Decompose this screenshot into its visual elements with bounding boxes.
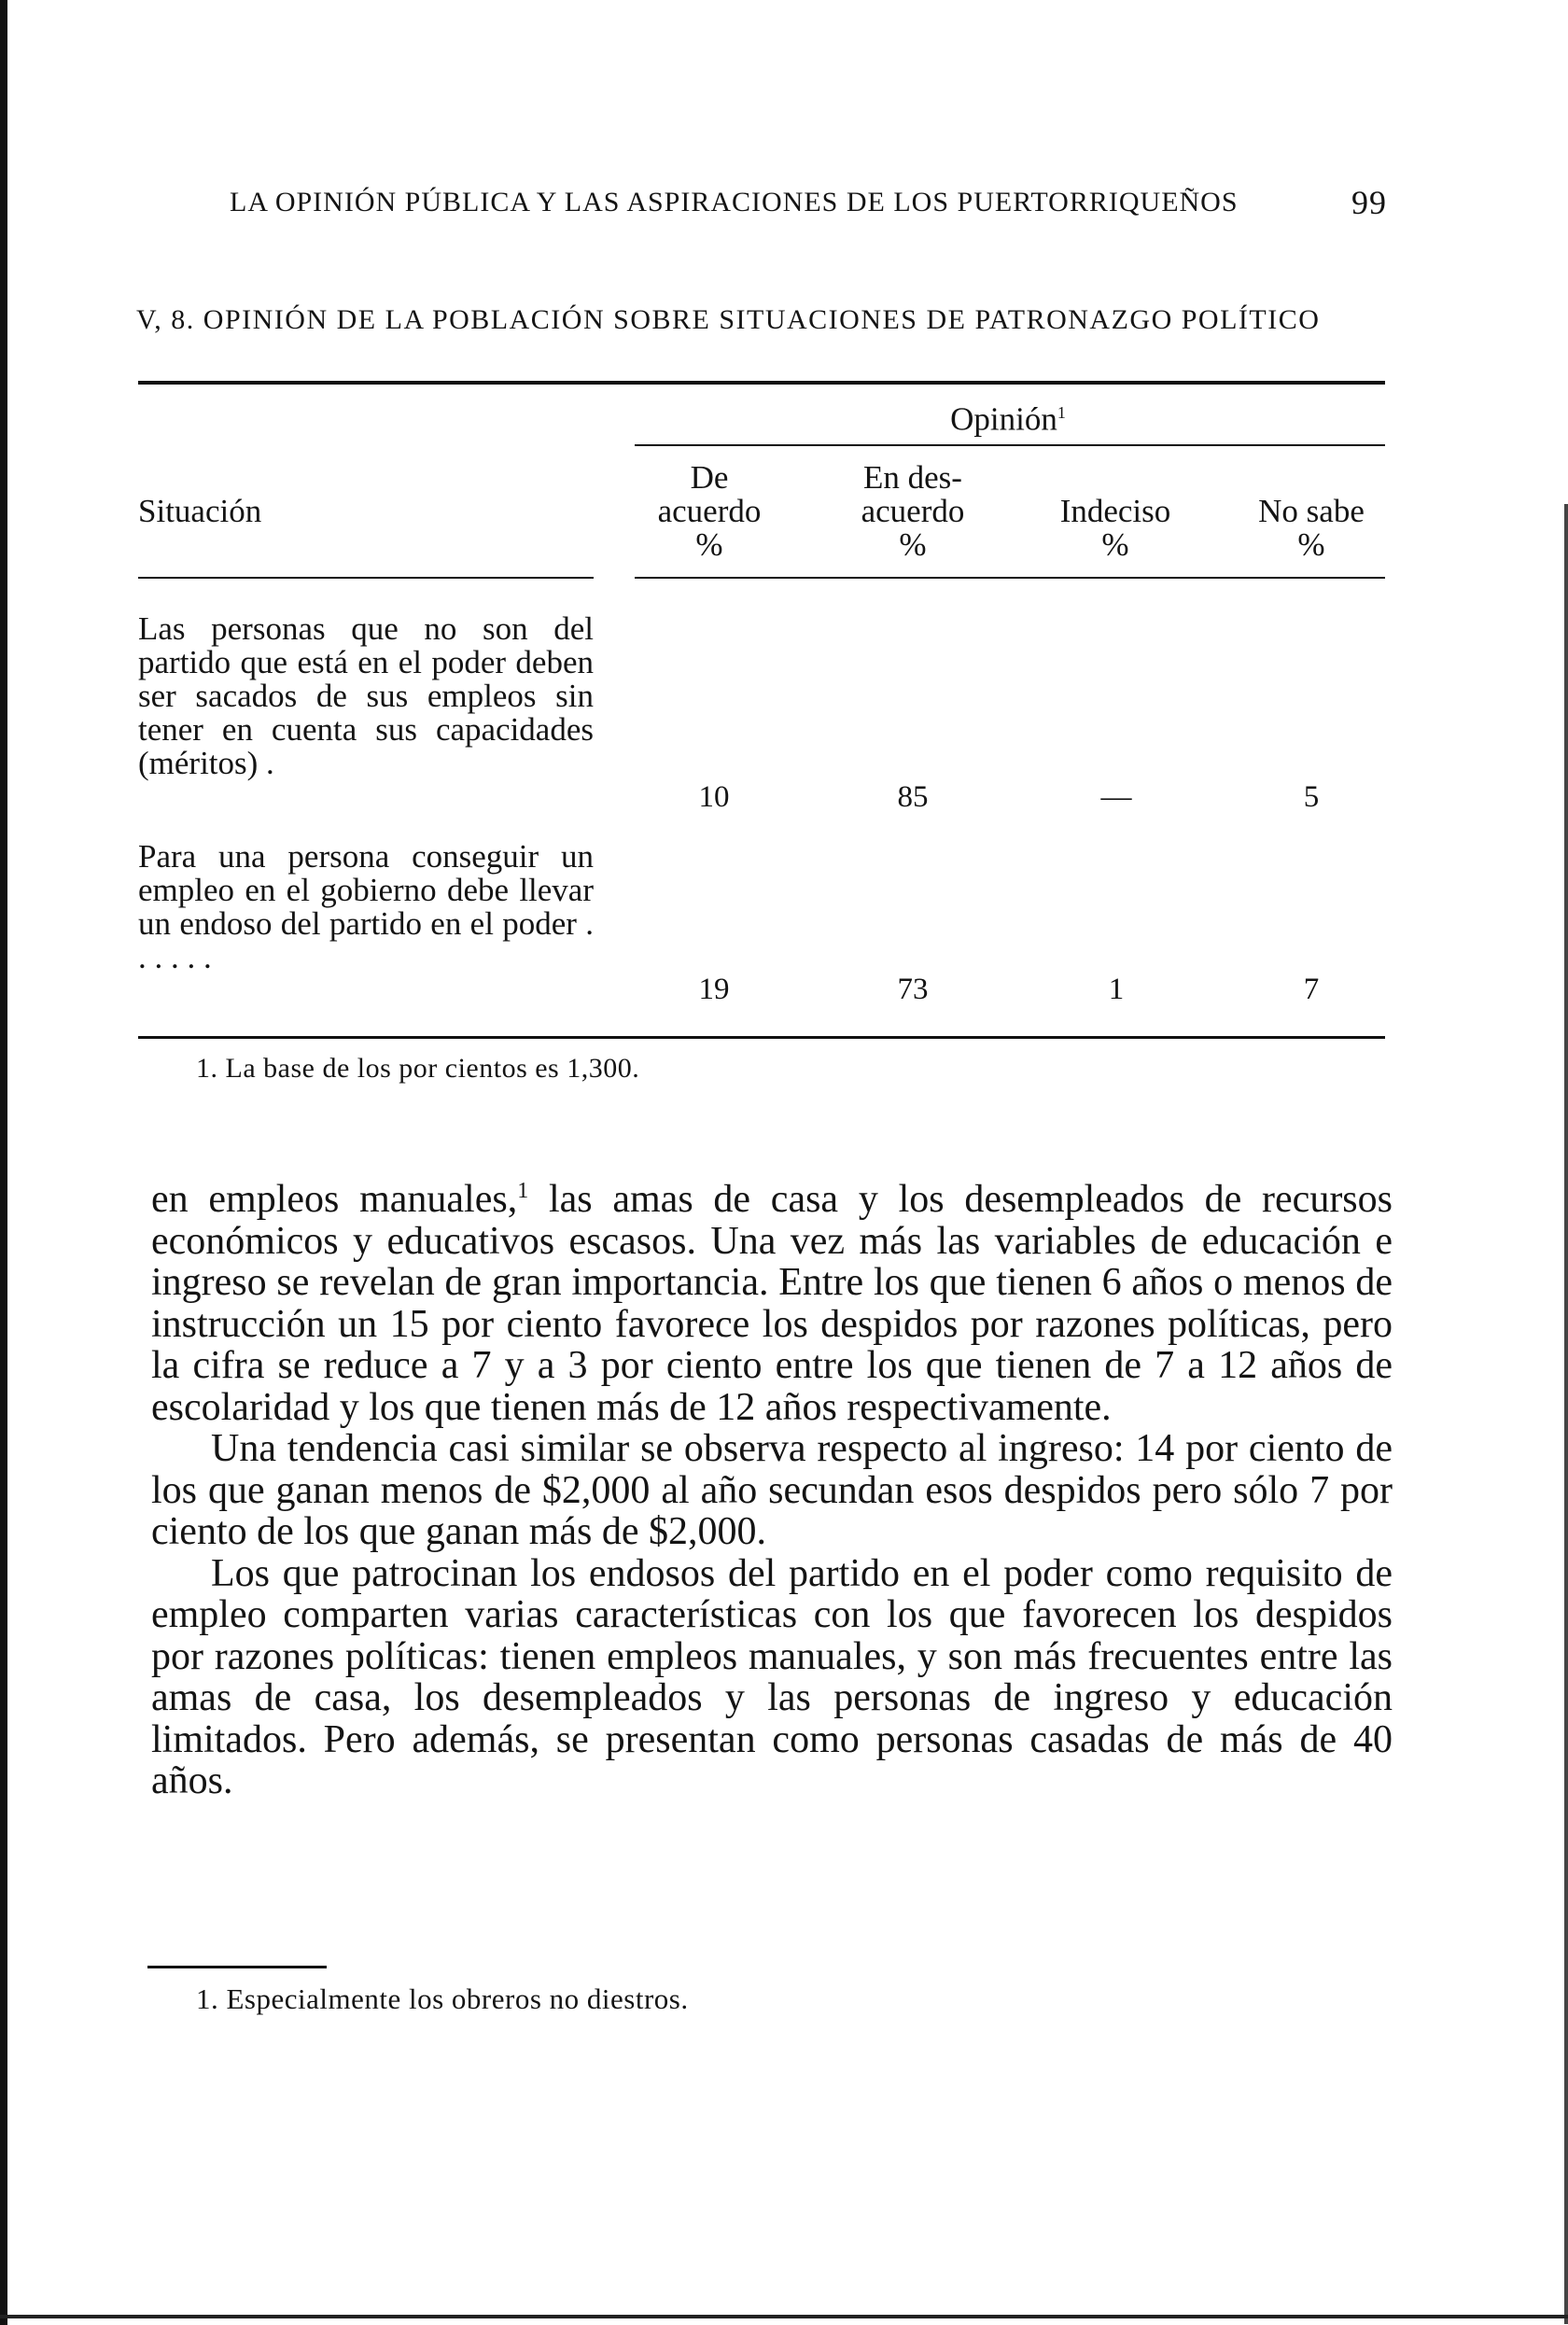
table-row-label: [138, 612, 594, 780]
paragraph-text: en empleos manuales,: [151, 1178, 518, 1221]
footnote-ref: 1: [517, 1179, 529, 1203]
page-edge-left: [0, 0, 7, 2325]
column-header-line: En des-: [863, 459, 962, 496]
paragraph: Una tendencia casi similar se observa respecto al ingreso: 14 por ciento de los que ganan menos de $2,000 al año secundan esos despidos pero sólo 7 por ciento de los que ganan más de $2,000.: [151, 1427, 1393, 1553]
row-header-rule: [138, 577, 594, 579]
table-top-rule: [138, 381, 1385, 385]
footnote: 1. Especialmente los obreros no diestros.: [196, 1982, 689, 2015]
column-header-line: Indeciso: [1059, 493, 1171, 529]
group-header: [840, 396, 1176, 437]
column-header-unit: %: [1101, 526, 1129, 563]
table-cell: 10: [698, 780, 730, 814]
table-title: V, 8. OPINIÓN DE LA POBLACIÓN SOBRE SITUACIONES DE PATRONAZGO POLÍTICO: [136, 304, 1321, 335]
page-edge-right: [1564, 504, 1568, 2324]
table-cell: 5: [1303, 780, 1320, 814]
paragraph-text: las amas de casa y los desempleados de recursos económicos y educativos escasos. Una vez más las variables de educación e ingreso se revelan de gran importancia. Entre los que tienen 6 años o menos de instrucción un 15 por ciento favorece los despidos por razones políticas, pero la cifra se reduce a 7 y a 3 por ciento entre los que tienen de 7 a 12 años de escolaridad y los que tienen más de 12 años respectivamente.: [151, 1178, 1393, 1429]
table-cell: 19: [698, 973, 730, 1006]
column-header-no-sabe: [1232, 495, 1391, 562]
table-cell: 1: [1108, 973, 1125, 1006]
table-cell: 73: [897, 973, 929, 1006]
column-header-en-desacuerdo: [829, 461, 997, 562]
row-header: Situación: [138, 493, 262, 529]
column-header-rule: [635, 577, 1385, 579]
column-header-unit: %: [1297, 526, 1325, 563]
column-header-indeciso: [1036, 495, 1195, 562]
column-header-unit: %: [695, 526, 723, 563]
column-header-line: De: [690, 459, 729, 496]
group-header-rule: [635, 444, 1385, 446]
column-header-de-acuerdo: [635, 461, 784, 562]
column-header-line: No sabe: [1258, 493, 1365, 529]
paragraph: Los que patrocinan los endosos del partido en el poder como requisito de empleo comparten varias características con los que favorecen los despidos por razones políticas: tienen empleos manuales, y son más frecuentes entre las amas de casa, los desempleados y las personas de ingreso y educación limitados. Pero además, se presentan como personas casadas de más de 40 años.: [151, 1551, 1393, 1802]
table-cell: 7: [1303, 973, 1320, 1006]
table-row-label: [138, 840, 594, 974]
body-text: [151, 1170, 1393, 1802]
paragraph: [151, 1170, 1393, 1428]
group-header-note-ref: 1: [1057, 403, 1066, 422]
table-bottom-rule: [138, 1036, 1385, 1039]
running-head-title: LA OPINIÓN PÚBLICA Y LAS ASPIRACIONES DE LOS PUERTORRIQUEÑOS: [230, 187, 1239, 217]
footnote-rule: [147, 1966, 327, 1968]
situacion-text: Para una persona conseguir un empleo en el gobierno debe llevar un endoso del partido en el poder . . . . . .: [138, 838, 594, 975]
table-cell: —: [1100, 780, 1132, 814]
column-header-line: acuerdo: [657, 493, 762, 529]
column-header-line: acuerdo: [861, 493, 965, 529]
group-header-label: Opinión: [950, 400, 1057, 438]
table-cell: 85: [897, 780, 929, 814]
table-note: 1. La base de los por cientos es 1,300.: [196, 1053, 640, 1084]
page-edge-bottom: [0, 2315, 1568, 2318]
page-number: 99: [1351, 184, 1387, 221]
column-header-unit: %: [899, 526, 927, 563]
situacion-text: Las personas que no son del partido que está en el poder deben ser sacados de sus empleos sin tener en cuenta sus capacidades (méritos) .: [138, 610, 594, 781]
